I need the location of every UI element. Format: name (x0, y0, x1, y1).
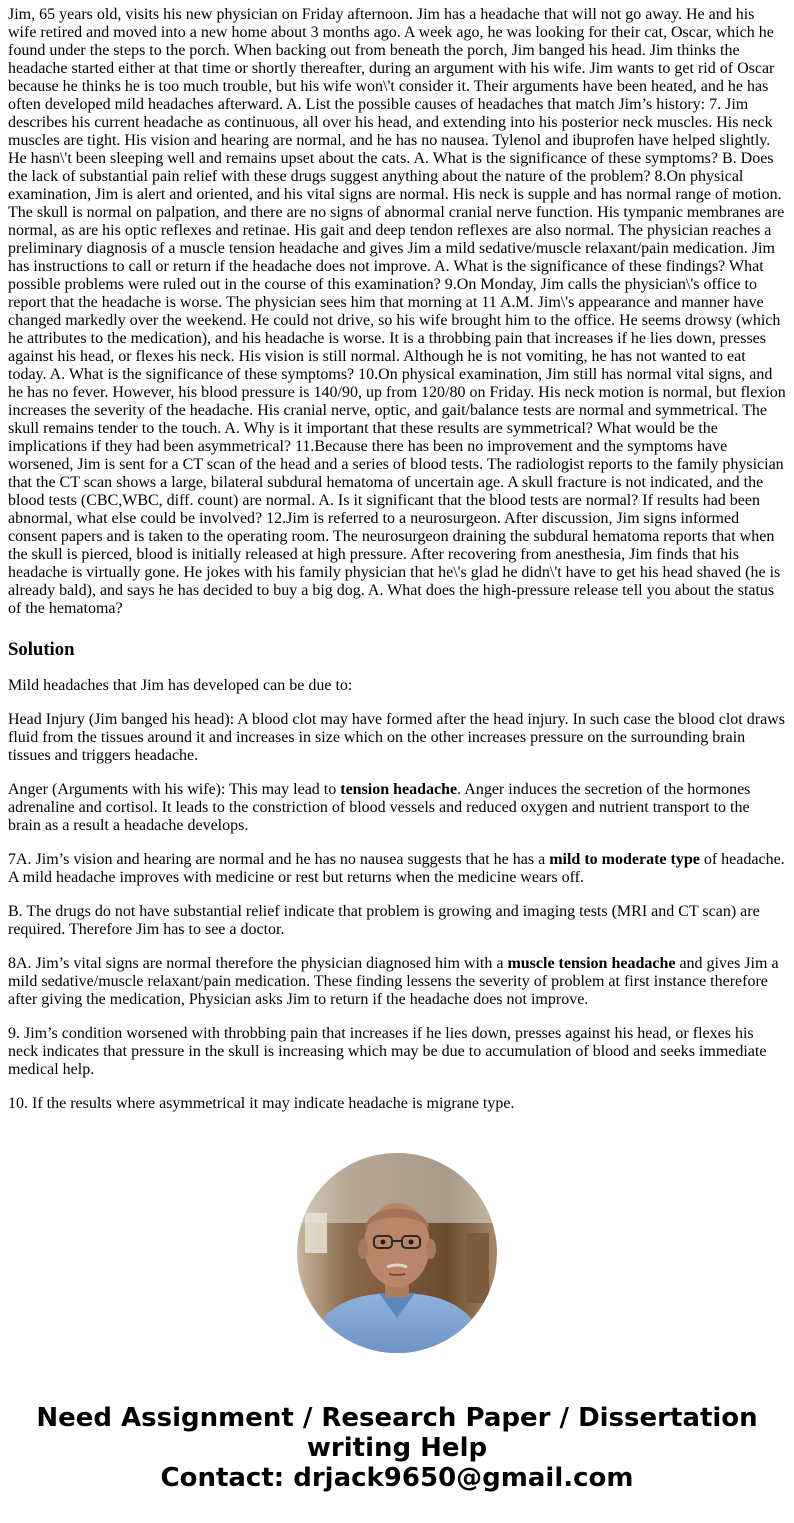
answer-7a-text-after: of headache. A mild headache improves with medicine or rest but returns when the medicine wears off. (8, 851, 785, 886)
answer-anger (8, 781, 786, 835)
solution-heading: Solution (8, 639, 75, 660)
author-avatar (297, 1153, 497, 1353)
answer-7a-text-before: 7A. Jim’s vision and hearing are normal and he has no nausea suggests that he has a (8, 851, 550, 868)
answer-anger-text-after: . Anger induces the secretion of the hormones adrenaline and cortisol. It leads to the constriction of blood vessels and reduced oxygen and nutrient transport to the brain as a result a headache develops. (8, 781, 751, 834)
footer-banner (0, 1403, 794, 1493)
answer-9: 9. Jim’s condition worsened with throbbing pain that increases if he lies down, presses against his head, or flexes his neck indicates that pressure in the skull is increasing which may be due to accumulation of blood and seeks immediate medical help. (8, 1025, 767, 1078)
answer-anger-bold: tension headache (340, 781, 458, 798)
footer-contact: Contact: drjack9650@gmail.com (160, 1463, 634, 1493)
answer-8a-bold: muscle tension headache (507, 955, 676, 972)
answer-7a (8, 851, 786, 887)
footer-line-2: writing Help (306, 1433, 488, 1463)
author-photo (297, 1153, 497, 1353)
solution-intro: Mild headaches that Jim has developed can be due to: (8, 677, 353, 694)
question-text: Jim, 65 years old, visits his new physician on Friday afternoon. Jim has a headache that will not go away. He and his wife retired and moved into a new home about 3 months ago. A week ago, he was looking for their cat, Oscar, which he found under the steps to the porch. When backing out from beneath the porch, Jim banged his head. Jim thinks the headache started either at that time or shortly thereafter, during an argument with his wife. Jim wants to get rid of Oscar because he thinks he is too much trouble, but his wife won\'t consider it. Their arguments have been heated, and he has often developed mild headaches afterward. A. List the possible causes of headaches that match Jim’s history: 7. Jim describes his current headache as continuous, all over his head, and extending into his posterior neck muscles. His neck muscles are tight. His vision and hearing are normal, and he has no nausea. Tylenol and ibuprofen have helped slightly. He hasn\'t been sleeping well and remains upset about the cats. A. What is the significance of these symptoms? B. Does the lack of substantial pain relief with these drugs suggest anything about the nature of the problem? 8.On physical examination, Jim is alert and oriented, and his vital signs are normal. His neck is supple and has normal range of motion. The skull is normal on palpation, and there are no signs of abnormal cranial nerve function. His tympanic membranes are normal, as are his optic reflexes and retinae. His gait and deep tendon reflexes are also normal. The physician reaches a preliminary diagnosis of a muscle tension headache and gives Jim a mild sedative/muscle relaxant/pain medication. Jim has instructions to call or return if the headache does not improve. A. What is the significance of these findings? What possible problems were ruled out in the course of this examination? 9.On Monday, Jim calls the physician\'s office to report that the headache is worse. The physician sees him that morning at 11 A.M. Jim\'s appearance and manner have changed markedly over the weekend. He could not drive, so his wife brought him to the office. He seems drowsy (which he attributes to the medication), and his headache is worse. It is a throbbing pain that increases if he lies down, presses against his head, or flexes his neck. His vision is still normal. Although he is not vomiting, he has not wanted to eat today. A. What is the significance of these symptoms? 10.On physical examination, Jim still has normal vital signs, and he has no fever. However, his blood pressure is 140/90, up from 120/80 on Friday. His neck motion is normal, but flexion increases the severity of the headache. His cranial nerve, optic, and gait/balance tests are normal and symmetrical. The skull remains tender to the touch. A. Why is it important that these results are symmetrical? What would be the implications if they had been asymmetrical? 11.Because there has been no improvement and the symptoms have worsened, Jim is sent for a CT scan of the head and a series of blood tests. The radiologist reports to the family physician that the CT scan shows a large, bilateral subdural hematoma of uncertain age. A skull fracture is not indicated, and the blood tests (CBC,WBC, diff. count) are normal. A. Is it significant that the blood tests are normal? If results had been abnormal, what else could be involved? 12.Jim is referred to a neurosurgeon. After discussion, Jim signs informed consent papers and is taken to the operating room. The neurosurgeon draining the subdural hematoma reports that when the skull is pierced, blood is initially released at high pressure. After recovering from anesthesia, Jim finds that his headache is virtually gone. He jokes with his family physician that he\'s glad he didn\'t have to get his head shaved (he is already bald), and says he has decided to buy a big dog. A. What does the high-pressure release tell you about the status of the hematoma? (8, 6, 786, 617)
answer-7a-bold: mild to moderate type (549, 851, 700, 868)
answer-head-injury: Head Injury (Jim banged his head): A blood clot may have formed after the head injury. In such case the blood clot draws fluid from the tissues around it and increases in size which on the other increases pressure on the surrounding brain tissues and triggers headache. (8, 711, 785, 764)
answer-7b: B. The drugs do not have substantial relief indicate that problem is growing and imaging tests (MRI and CT scan) are required. Therefore Jim has to see a doctor. (8, 903, 760, 938)
answer-10: 10. If the results where asymmetrical it may indicate headache is migrane type. (8, 1095, 515, 1112)
answer-8a-text-after: and gives Jim a mild sedative/muscle relaxant/pain medication. These finding lessens the severity of problem at first instance therefore after giving the medication, Physician asks Jim to return if the headache does not improve. (8, 955, 779, 1008)
answer-anger-text-before: Anger (Arguments with his wife): This may lead to (8, 781, 341, 798)
answer-8a-text-before: 8A. Jim’s vital signs are normal therefore the physician diagnosed him with a (8, 955, 508, 972)
answer-8a (8, 955, 786, 1009)
footer-line-1: Need Assignment / Research Paper / Dissertation (36, 1403, 758, 1433)
